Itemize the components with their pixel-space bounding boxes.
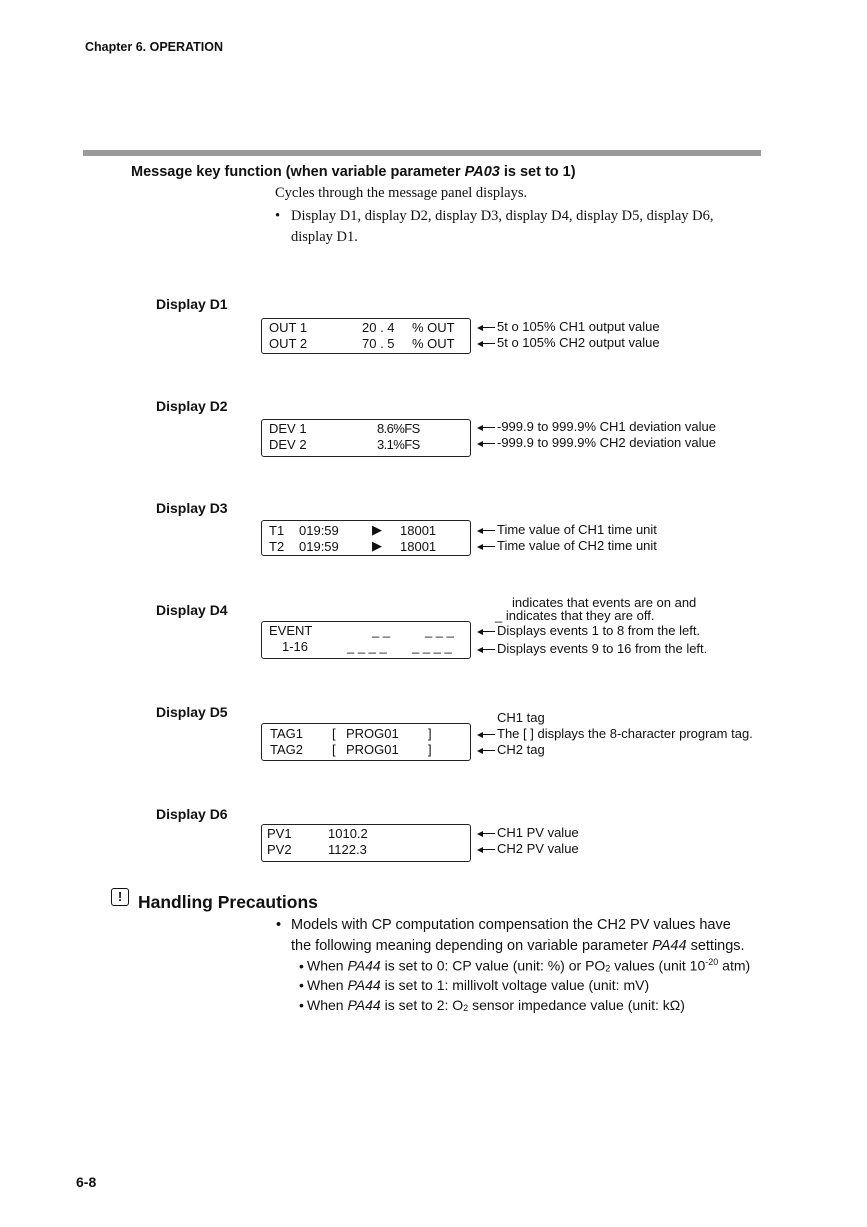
precautions-sub-3: • When PA44 is set to 2: $O_2$ sensor impedance value (unit: kΩ) <box>299 997 685 1013</box>
panel-cell: 3.1%FS <box>377 437 420 452</box>
display-d1-label: Display D1 <box>156 296 228 312</box>
d2-annotation-2: -999.9 to 999.9% CH2 deviation value <box>477 435 716 450</box>
bullet-mark: • <box>275 208 281 224</box>
d1-annotation-1: 5t o 105% CH1 output value <box>477 319 660 334</box>
panel-cell: % OUT <box>412 336 455 351</box>
left-arrow-icon <box>477 542 495 552</box>
left-arrow-icon <box>477 845 495 855</box>
panel-cell: _ _ _ _ <box>412 639 452 654</box>
display-d6-panel <box>261 824 471 862</box>
panel-cell: DEV 2 <box>269 437 307 452</box>
panel-cell: _ _ _ _ <box>347 639 387 654</box>
panel-cell: 70 . 5 <box>362 336 395 351</box>
d1-annotation-2: 5t o 105% CH2 output value <box>477 335 660 350</box>
panel-cell: ] <box>428 742 432 757</box>
display-d3-label: Display D3 <box>156 500 228 516</box>
d2-annotation-1: -999.9 to 999.9% CH1 deviation value <box>477 419 716 434</box>
section-heading <box>131 164 576 180</box>
left-arrow-icon <box>477 829 495 839</box>
panel-cell: 019:59 <box>299 523 339 538</box>
d6-annotation-2: CH2 PV value <box>477 841 579 856</box>
d3-annotation-1: Time value of CH1 time unit <box>477 522 657 537</box>
left-arrow-icon <box>477 645 495 655</box>
d4-note-on: indicates that events are on and <box>512 595 697 610</box>
precautions-line-1: Models with CP computation compensation the CH2 PV values have <box>291 917 731 933</box>
bullet-mark: • <box>276 917 282 933</box>
play-arrow-icon: ▶ <box>372 522 382 537</box>
d4-annotation-2: Displays events 9 to 16 from the left. <box>477 641 707 656</box>
caution-icon: ! <box>111 888 129 906</box>
left-arrow-icon <box>477 730 495 740</box>
left-arrow-icon <box>477 746 495 756</box>
panel-cell: [ <box>332 742 336 757</box>
display-d6-label: Display D6 <box>156 806 228 822</box>
panel-cell: _ _ _ <box>425 623 454 638</box>
heading-prefix: Message key function (when variable parameter <box>131 164 465 180</box>
d3-annotation-2: Time value of CH2 time unit <box>477 538 657 553</box>
display-d5-panel <box>261 723 471 761</box>
page-number: 6-8 <box>76 1174 97 1190</box>
d4-annotation-1: Displays events 1 to 8 from the left. <box>477 623 700 638</box>
display-d4-panel <box>261 621 471 659</box>
bullet-line-2: display D1. <box>291 229 358 245</box>
panel-cell: _ _ <box>372 623 391 638</box>
bullet-line-1: Display D1, display D2, display D3, display D4, display D5, display D6, <box>291 208 714 224</box>
display-cycle-bullet <box>275 206 735 248</box>
panel-cell: 1-16 <box>282 639 309 654</box>
panel-cell: 1010.2 <box>328 826 368 841</box>
left-arrow-icon <box>477 627 495 637</box>
panel-cell: T2 <box>269 539 285 554</box>
panel-cell: EVENT <box>269 623 313 638</box>
precautions-title: Handling Precautions <box>138 892 318 912</box>
display-d1-panel <box>261 318 471 354</box>
panel-cell: OUT 1 <box>269 320 308 335</box>
precautions-sub-1: • When PA44 is set to 0: CP value (unit: %) or $PO_2$ values (unit $10^{-20}$ atm) <box>299 957 751 974</box>
left-arrow-icon <box>477 526 495 536</box>
precautions-sub-2: • When PA44 is set to 1: millivolt voltage value (unit: mV) <box>299 977 650 993</box>
display-d5-label: Display D5 <box>156 704 228 720</box>
precautions-line-2: the following meaning depending on variable parameter PA44 settings. <box>291 938 745 954</box>
panel-cell: 18001 <box>400 523 437 538</box>
left-arrow-icon <box>477 323 495 333</box>
heading-param: PA03 <box>464 164 500 180</box>
d5-annotation-2: CH2 tag <box>477 742 545 757</box>
intro-text: Cycles through the message panel displays. <box>275 185 528 201</box>
heading-suffix: is set to 1) <box>499 164 576 180</box>
play-arrow-icon: ▶ <box>372 538 382 553</box>
d5-annotation-1: The [ ] displays the 8-character program tag. <box>477 726 753 741</box>
panel-cell: [ <box>332 726 336 741</box>
precautions-bullet <box>276 915 756 957</box>
panel-cell: 1122.3 <box>328 842 367 857</box>
panel-cell: PV2 <box>267 842 292 857</box>
panel-cell: PROG01 <box>346 726 399 741</box>
panel-cell: PV1 <box>267 826 292 841</box>
d5-ch1-tag-note: CH1 tag <box>497 710 545 725</box>
panel-cell: OUT 2 <box>269 336 308 351</box>
panel-cell: DEV 1 <box>269 421 307 436</box>
left-arrow-icon <box>477 439 495 449</box>
d6-annotation-1: CH1 PV value <box>477 825 579 840</box>
left-arrow-icon <box>477 339 495 349</box>
panel-cell: % OUT <box>412 320 455 335</box>
panel-cell: 18001 <box>400 539 437 554</box>
panel-cell: TAG1 <box>270 726 303 741</box>
display-d3-panel <box>261 520 471 556</box>
display-d4-label: Display D4 <box>156 602 228 618</box>
d4-note-off: _ indicates that they are off. <box>495 608 655 623</box>
panel-cell: T1 <box>269 523 285 538</box>
panel-cell: 8.6%FS <box>377 421 420 436</box>
left-arrow-icon <box>477 423 495 433</box>
section-divider <box>83 150 761 156</box>
panel-cell: 019:59 <box>299 539 339 554</box>
panel-cell: 20 . 4 <box>362 320 395 335</box>
panel-cell: ] <box>428 726 432 741</box>
chapter-header: Chapter 6. OPERATION <box>85 40 223 54</box>
panel-cell: PROG01 <box>346 742 399 757</box>
display-d2-panel <box>261 419 471 457</box>
display-d2-label: Display D2 <box>156 398 228 414</box>
panel-cell: TAG2 <box>270 742 303 757</box>
